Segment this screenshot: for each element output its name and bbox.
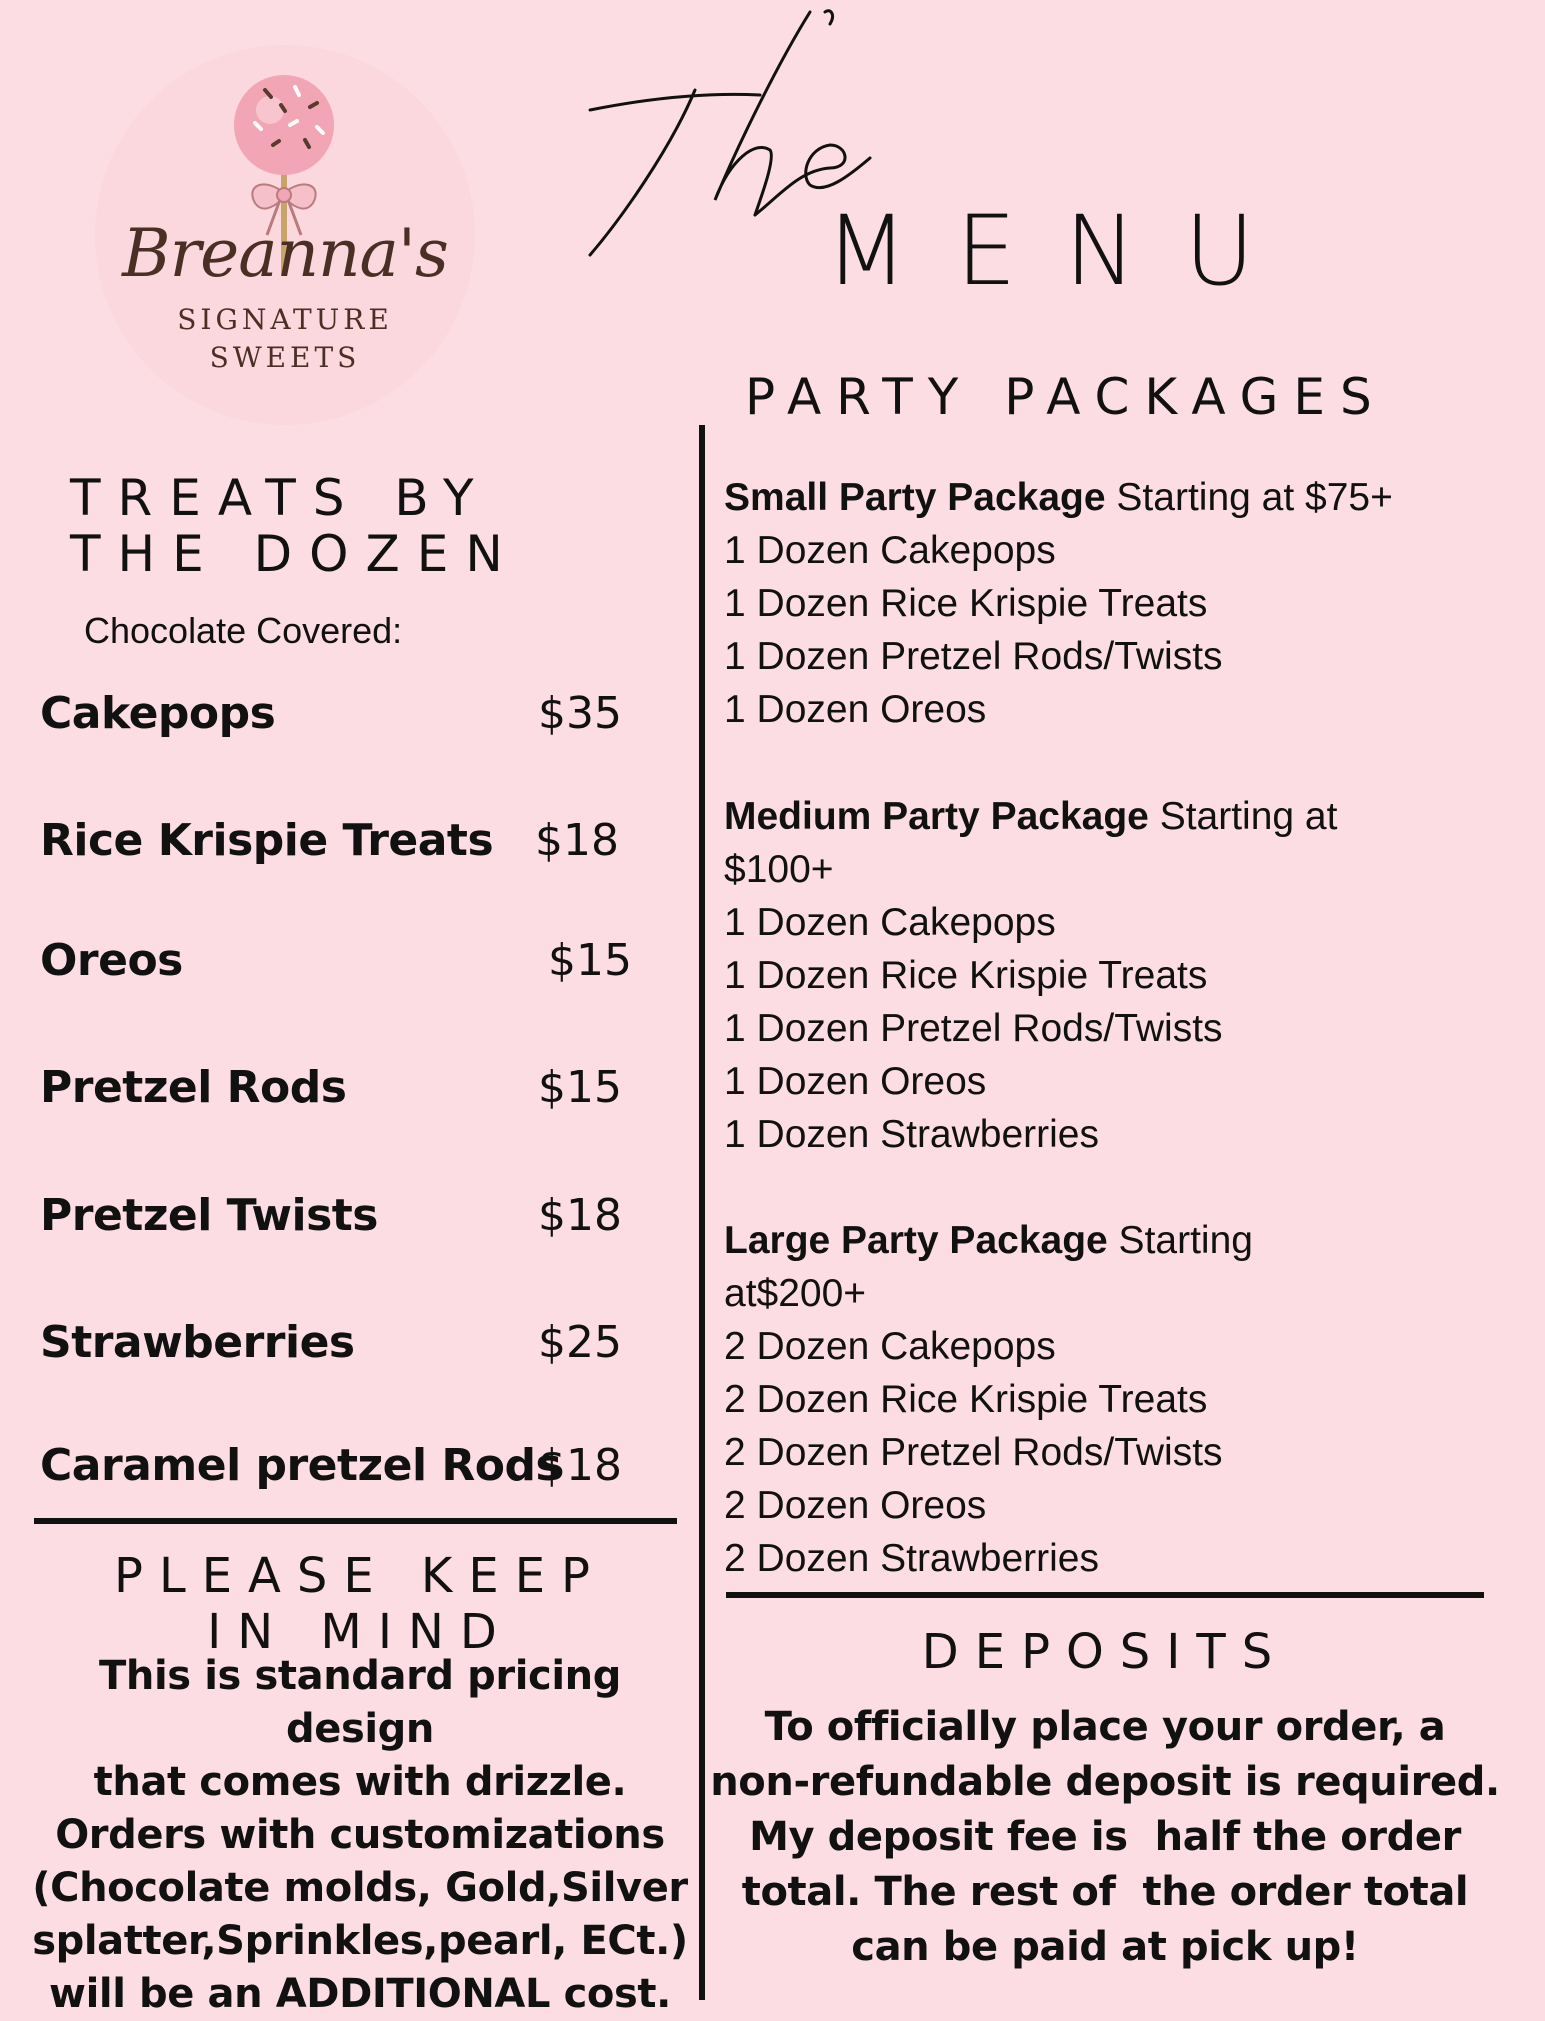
package-name: Large Party Package bbox=[724, 1219, 1108, 1262]
brand-logo bbox=[95, 45, 475, 425]
deposit-line: To officially place your order, a bbox=[764, 1704, 1446, 1750]
chocolate-covered-label: Chocolate Covered: bbox=[84, 610, 403, 651]
treat-item-price: $18 bbox=[538, 1190, 622, 1241]
package-item: 1 Dozen Rice Krispie Treats bbox=[724, 582, 1208, 625]
treat-item-price: $18 bbox=[538, 1440, 622, 1491]
brand-subtitle-1: SIGNATURE bbox=[177, 303, 393, 336]
package-name: Medium Party Package bbox=[724, 795, 1149, 838]
keep-line: will be an ADDITIONAL cost. bbox=[49, 1971, 671, 2017]
package-name: Small Party Package bbox=[724, 476, 1106, 519]
treats-heading bbox=[70, 470, 520, 582]
treat-item-name: Rice Krispie Treats bbox=[40, 815, 494, 866]
keep-in-mind-text bbox=[20, 1650, 700, 2021]
package-price-cont: at$200+ bbox=[724, 1272, 867, 1315]
treat-item-name: Caramel pretzel Rods bbox=[40, 1440, 562, 1491]
keep-line: (Chocolate molds, Gold,Silver bbox=[32, 1865, 688, 1911]
treat-item-name: Pretzel Twists bbox=[40, 1190, 378, 1241]
deposit-line: non-refundable deposit is required. bbox=[710, 1759, 1500, 1805]
treats-heading-line1: TREATS BY bbox=[70, 469, 491, 527]
treat-item-name: Pretzel Rods bbox=[40, 1062, 347, 1113]
deposit-line: My deposit fee is half the order bbox=[749, 1814, 1461, 1860]
package-item: 1 Dozen Cakepops bbox=[724, 529, 1056, 572]
keep-line: Orders with customizations bbox=[55, 1812, 665, 1858]
package-item: 1 Dozen Pretzel Rods/Twists bbox=[724, 1007, 1223, 1050]
package-price: Starting bbox=[1107, 1219, 1253, 1262]
treats-heading-line2: THE DOZEN bbox=[70, 525, 520, 583]
treat-item-name: Strawberries bbox=[40, 1317, 355, 1368]
keep-line: This is standard pricing design bbox=[99, 1653, 621, 1752]
page-title: MENU bbox=[825, 195, 1303, 307]
treat-item-name: Oreos bbox=[40, 935, 183, 986]
package-item: 2 Dozen Rice Krispie Treats bbox=[724, 1378, 1208, 1421]
treat-item-name: Cakepops bbox=[40, 688, 276, 739]
left-divider bbox=[34, 1518, 677, 1524]
keep-heading-line1: PLEASE KEEP bbox=[114, 1548, 606, 1604]
deposits-text bbox=[710, 1700, 1500, 1975]
keep-heading-line2: IN MIND bbox=[207, 1604, 513, 1660]
package-price: Starting at bbox=[1148, 795, 1338, 838]
package-item: 1 Dozen Strawberries bbox=[724, 1113, 1099, 1156]
package-item: 2 Dozen Cakepops bbox=[724, 1325, 1056, 1368]
package-item: 1 Dozen Oreos bbox=[724, 688, 987, 731]
brand-subtitle-2: SWEETS bbox=[209, 341, 361, 374]
treat-item-price: $15 bbox=[548, 935, 632, 986]
package-price: Starting at $75+ bbox=[1105, 476, 1393, 519]
keep-line: that comes with drizzle. bbox=[93, 1759, 627, 1805]
package-item: 1 Dozen Oreos bbox=[724, 1060, 987, 1103]
deposits-heading: DEPOSITS bbox=[921, 1624, 1289, 1680]
package-item: 1 Dozen Rice Krispie Treats bbox=[724, 954, 1208, 997]
keep-in-mind-heading bbox=[30, 1548, 690, 1660]
package-price-cont: $100+ bbox=[724, 848, 834, 891]
package-item: 1 Dozen Cakepops bbox=[724, 901, 1056, 944]
deposit-line: total. The rest of the order total bbox=[741, 1869, 1469, 1915]
deposit-line: can be paid at pick up! bbox=[851, 1924, 1359, 1970]
treat-item-price: $25 bbox=[538, 1317, 622, 1368]
package-item: 1 Dozen Pretzel Rods/Twists bbox=[724, 635, 1223, 678]
treat-item-price: $18 bbox=[535, 815, 619, 866]
treat-item-price: $35 bbox=[538, 688, 622, 739]
keep-line: splatter,Sprinkles,pearl, ECt.) bbox=[32, 1918, 688, 1964]
right-divider bbox=[726, 1592, 1484, 1598]
package-item: 2 Dozen Oreos bbox=[724, 1484, 987, 1527]
party-packages-heading: PARTY PACKAGES bbox=[745, 368, 1387, 426]
treat-item-price: $15 bbox=[538, 1062, 622, 1113]
package-item: 2 Dozen Pretzel Rods/Twists bbox=[724, 1431, 1223, 1474]
package-item: 2 Dozen Strawberries bbox=[724, 1537, 1099, 1580]
brand-name: Breanna's bbox=[122, 215, 448, 292]
